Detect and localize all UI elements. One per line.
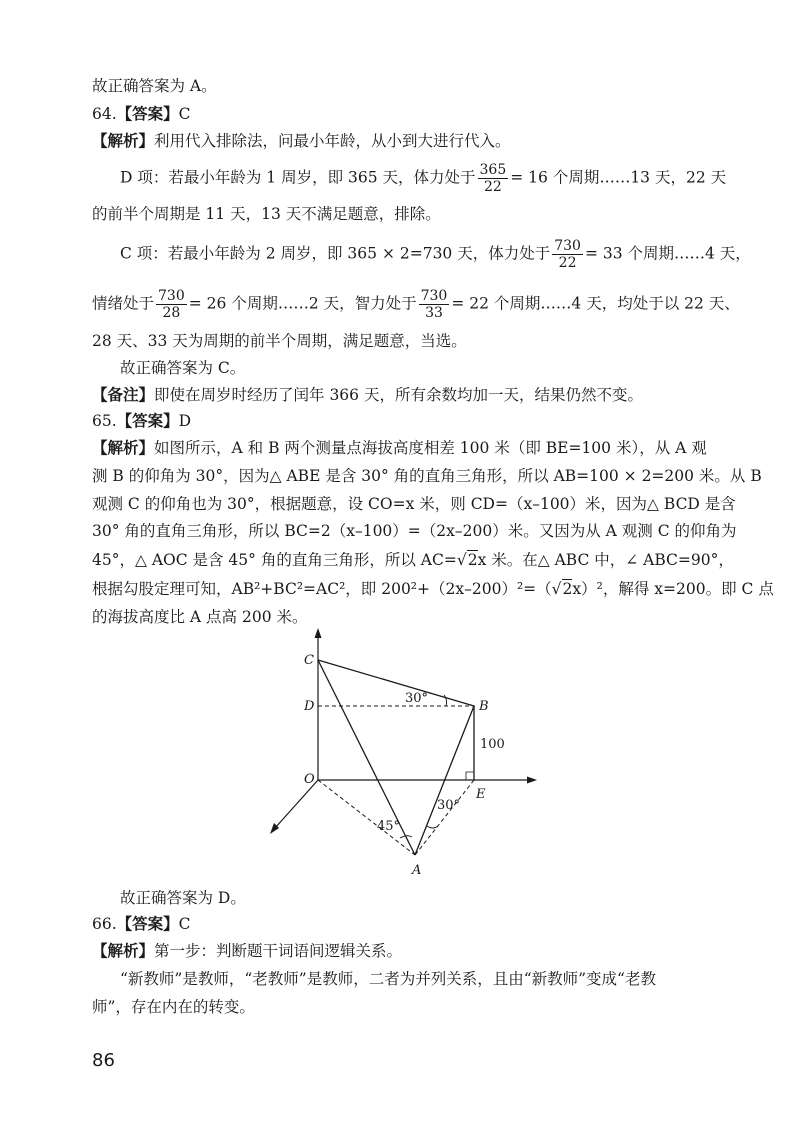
question-64-header: 64.【答案】C: [92, 104, 191, 123]
note-line: 【备注】即使在周岁时经历了闰年 366 天，所有余数均加一天，结果仍然不变。: [92, 385, 643, 404]
text-line: C 项：若最小年龄为 2 周岁，即 365 × 2=730 天，体力处于 $\frac{730}{22}$ = 33 个周期……4 天，: [120, 238, 751, 271]
right-angle-icon: [466, 772, 474, 780]
text-line: 故正确答案为 C。: [120, 359, 246, 377]
question-65-header: 65.【答案】D: [92, 411, 192, 430]
angle-label-left: 45°: [377, 819, 401, 834]
point-label-o: O: [304, 772, 315, 787]
geometry-figure: [250, 620, 550, 885]
diagonal-axis: [275, 780, 318, 828]
line-ea: [415, 780, 474, 855]
text-line: 故正确答案为 D。: [120, 889, 246, 907]
fraction: $\frac{730}{22}$: [554, 238, 581, 271]
page-number: 86: [92, 1050, 115, 1071]
question-66-header: 66.【答案】C: [92, 914, 191, 933]
text-line: D 项：若最小年龄为 1 周岁，即 365 天，体力处于 $\frac{365}{22}$ = 16 个周期……13 天，22 天: [120, 162, 727, 195]
analysis-line: 【解析】利用代入排除法，问最小年龄，从小到大进行代入。: [92, 131, 511, 150]
line-cb: [318, 660, 474, 706]
text-line: 观测 C 的仰角也为 30°，根据题意，设 CO=x 米，则 CD=（x–100）米，因为△ BCD 是含: [92, 495, 736, 513]
text-line: 30° 角的直角三角形，所以 BC=2（x–100）=（2x–200）米。又因为从 A 观测 C 的仰角为: [92, 522, 737, 540]
fraction: $\frac{730}{28}$: [158, 288, 185, 321]
point-label-a: A: [412, 863, 422, 878]
text-line: 情绪处于 $\frac{730}{28}$ = 26 个周期……2 天，智力处于 $\frac{730}{33}$ = 22 个周期……4 天，均处于以 22 天、: [92, 288, 740, 321]
angle-arc-icon: [427, 826, 438, 828]
analysis-line: 【解析】如图所示，A 和 B 两个测量点海拔高度相差 100 米（即 BE=100 米），从 A 观: [92, 438, 707, 457]
analysis-line: 【解析】第一步：判断题干词语间逻辑关系。: [92, 941, 403, 960]
fraction: $\frac{730}{33}$: [420, 288, 448, 321]
angle-label-right: 30°: [437, 798, 461, 813]
text-line: 测 B 的仰角为 30°，因为△ ABE 是含 30° 角的直角三角形，所以 AB=100 × 2=200 米。从 B: [92, 467, 762, 485]
text-line: 28 天、33 天为周期的前半个周期，满足题意，当选。: [92, 332, 467, 350]
text-line: “新教师”是教师，“老教师”是教师，二者为并列关系，且由“新教师”变成“老教: [120, 970, 656, 988]
point-label-d: D: [304, 699, 315, 714]
text-line: 师”，存在内在的转变。: [92, 998, 255, 1016]
arrowhead-icon: [527, 777, 537, 784]
text-line: 根据勾股定理可知，AB²+BC²=AC²，即 200²+（2x–200）²=（√2x）²，解得 x=200。即 C 点: [92, 580, 774, 598]
text-line: 45°，△ AOC 是含 45° 角的直角三角形，所以 AC=√2x 米。在△ ABC 中，∠ ABC=90°，: [92, 551, 734, 569]
angle-label-top: 30°: [405, 691, 429, 706]
height-label: 100: [480, 737, 505, 752]
fraction: $\frac{365}{22}$: [479, 162, 507, 195]
text-line: 的海拔高度比 A 点高 200 米。: [92, 608, 308, 626]
point-label-c: C: [304, 653, 314, 668]
point-label-e: E: [476, 787, 486, 802]
line-ca: [318, 660, 415, 855]
point-label-b: B: [479, 699, 489, 714]
arrowhead-icon: [315, 628, 322, 638]
text-line: 故正确答案为 A。: [92, 77, 217, 95]
line-oa: [318, 780, 415, 855]
text-line: 的前半个周期是 11 天，13 天不满足题意，排除。: [92, 205, 441, 223]
